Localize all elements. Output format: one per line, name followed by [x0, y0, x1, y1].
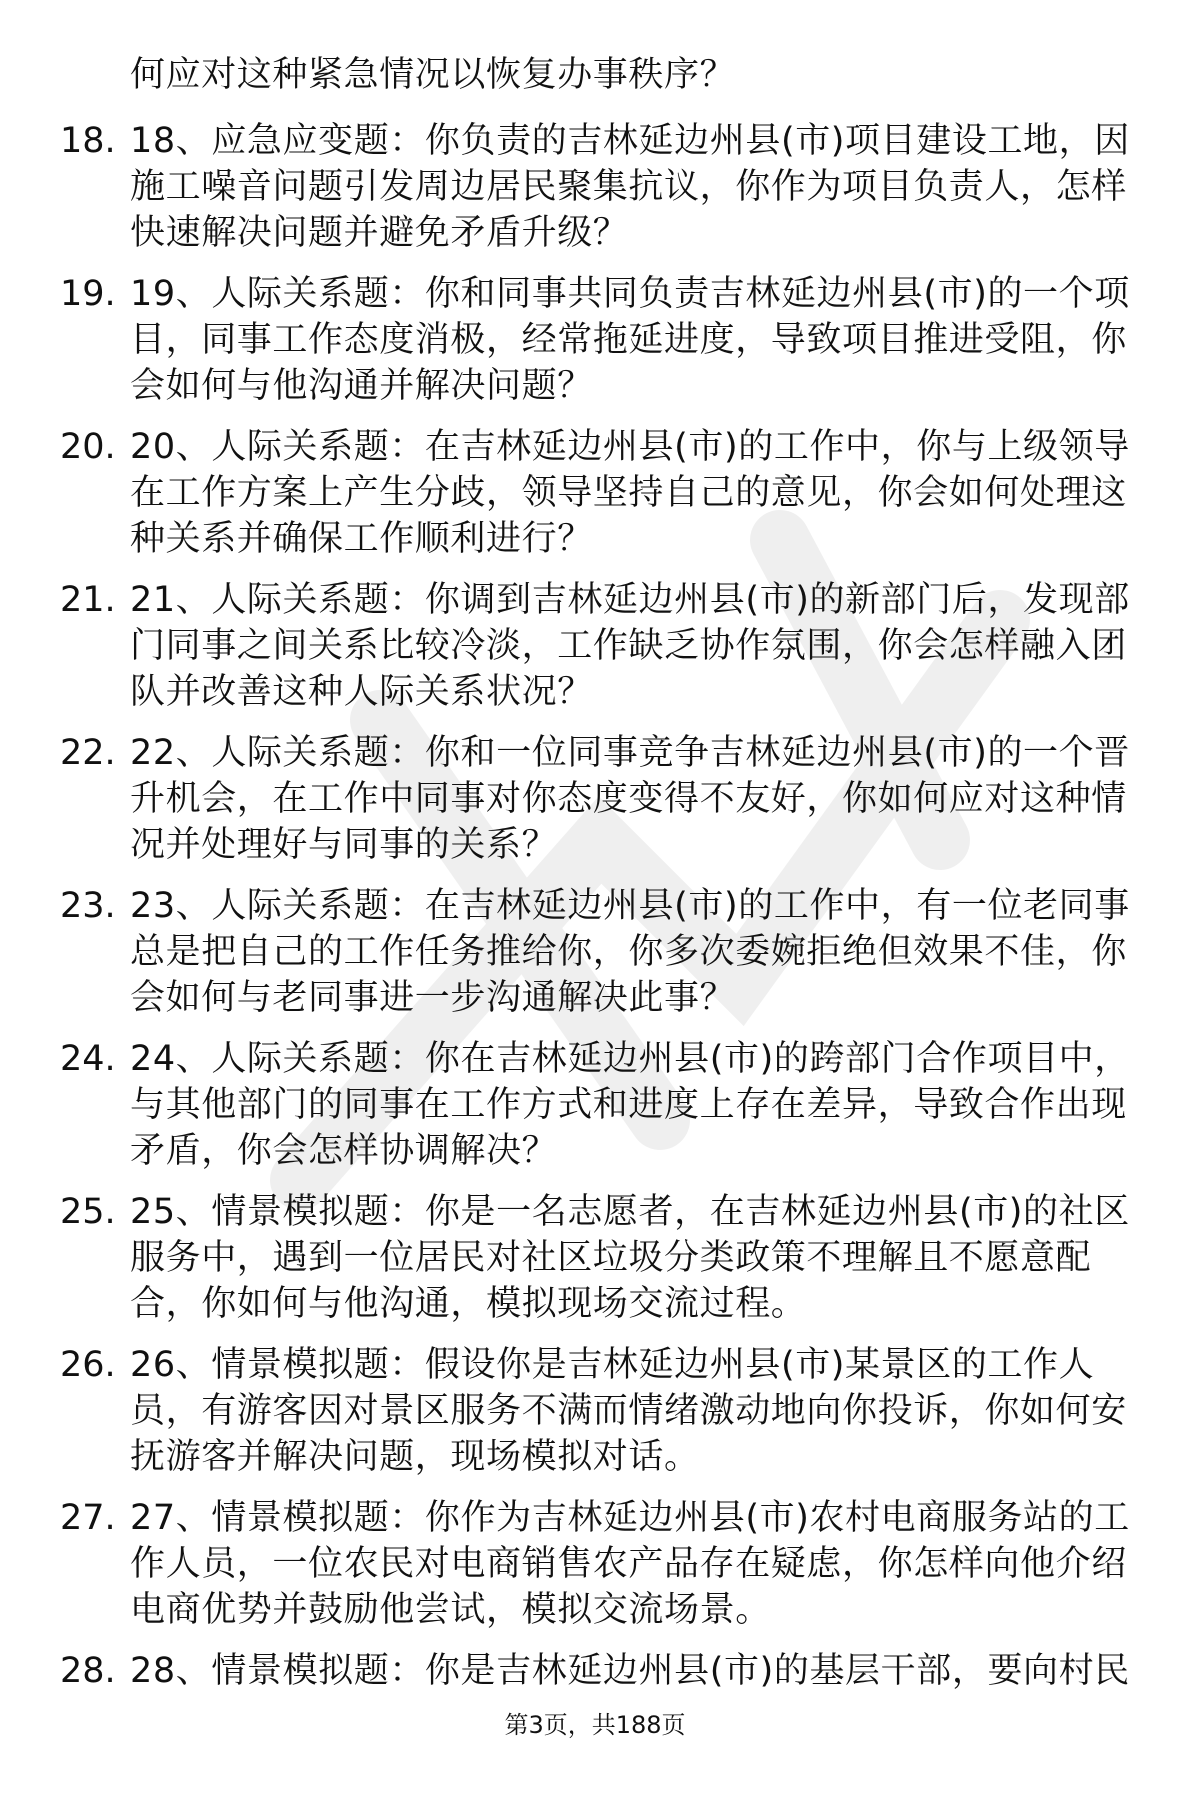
question-number: 27. — [60, 1498, 116, 1538]
question-line: 队并改善这种人际关系状况？ — [130, 672, 593, 712]
question-line: 19、人际关系题：你和同事共同负责吉林延边州县(市)的一个项 — [130, 274, 1130, 314]
question-line: 作人员，一位农民对电商销售农产品存在疑虑，你怎样向他介绍 — [130, 1544, 1127, 1584]
question-number: 21. — [60, 580, 116, 620]
question-line: 27、情景模拟题：你作为吉林延边州县(市)农村电商服务站的工 — [130, 1498, 1130, 1538]
question-line: 目，同事工作态度消极，经常拖延进度，导致项目推进受阻，你 — [130, 320, 1127, 360]
question-number: 18. — [60, 121, 116, 161]
question-line: 快速解决问题并避免矛盾升级？ — [130, 213, 629, 253]
question-text — [130, 118, 1130, 256]
question-text — [130, 1036, 1130, 1174]
question-item — [0, 1342, 1190, 1495]
question-text — [130, 271, 1130, 409]
question-text — [130, 883, 1130, 1021]
question-line: 员，有游客因对景区服务不满而情绪激动地向你投诉，你如何安 — [130, 1391, 1127, 1431]
question-line: 抚游客并解决问题，现场模拟对话。 — [130, 1437, 700, 1477]
question-item — [0, 577, 1190, 730]
question-item — [0, 1189, 1190, 1342]
question-line: 升机会，在工作中同事对你态度变得不友好，你如何应对这种情 — [130, 779, 1127, 819]
question-line: 21、人际关系题：你调到吉林延边州县(市)的新部门后，发现部 — [130, 580, 1130, 620]
question-text — [130, 730, 1130, 868]
question-line: 门同事之间关系比较冷淡，工作缺乏协作氛围，你会怎样融入团 — [130, 626, 1127, 666]
question-line: 22、人际关系题：你和一位同事竞争吉林延边州县(市)的一个晋 — [130, 733, 1130, 773]
question-number: 19. — [60, 274, 116, 314]
question-text — [130, 1189, 1130, 1327]
question-line: 施工噪音问题引发周边居民聚集抗议，你作为项目负责人，怎样 — [130, 167, 1127, 207]
question-line: 25、情景模拟题：你是一名志愿者，在吉林延边州县(市)的社区 — [130, 1192, 1130, 1232]
question-line: 26、情景模拟题：假设你是吉林延边州县(市)某景区的工作人 — [130, 1345, 1095, 1385]
question-line: 总是把自己的工作任务推给你，你多次委婉拒绝但效果不佳，你 — [130, 932, 1127, 972]
question-item — [0, 118, 1190, 271]
question-line: 会如何与他沟通并解决问题？ — [130, 366, 593, 406]
question-line: 矛盾，你会怎样协调解决？ — [130, 1131, 558, 1171]
question-text — [130, 1342, 1130, 1480]
question-item — [0, 424, 1190, 577]
question-line: 合，你如何与他沟通，模拟现场交流过程。 — [130, 1284, 807, 1324]
question-line: 服务中，遇到一位居民对社区垃圾分类政策不理解且不愿意配 — [130, 1238, 1092, 1278]
question-item — [0, 1036, 1190, 1189]
question-list — [0, 118, 1190, 1801]
page-footer: 第3页，共188页 — [504, 1711, 686, 1739]
continued-question-text: 何应对这种紧急情况以恢复办事秩序？ — [130, 55, 736, 95]
question-line: 与其他部门的同事在工作方式和进度上存在差异，导致合作出现 — [130, 1085, 1127, 1125]
question-line: 20、人际关系题：在吉林延边州县(市)的工作中，你与上级领导 — [130, 427, 1130, 467]
question-text — [130, 424, 1130, 562]
question-line: 23、人际关系题：在吉林延边州县(市)的工作中，有一位老同事 — [130, 886, 1130, 926]
question-line: 18、应急应变题：你负责的吉林延边州县(市)项目建设工地，因 — [130, 121, 1130, 161]
question-line: 28、情景模拟题：你是吉林延边州县(市)的基层干部，要向村民 — [130, 1651, 1130, 1691]
question-number: 25. — [60, 1192, 116, 1232]
question-item — [0, 1495, 1190, 1648]
question-item — [0, 271, 1190, 424]
question-item — [0, 730, 1190, 883]
question-number: 23. — [60, 886, 116, 926]
question-line: 种关系并确保工作顺利进行？ — [130, 519, 593, 559]
question-number: 26. — [60, 1345, 116, 1385]
question-number: 28. — [60, 1651, 116, 1691]
question-item — [0, 883, 1190, 1036]
question-text — [130, 1648, 1130, 1694]
question-number: 24. — [60, 1039, 116, 1079]
question-line: 24、人际关系题：你在吉林延边州县(市)的跨部门合作项目中， — [130, 1039, 1130, 1079]
question-line: 在工作方案上产生分歧，领导坚持自己的意见，你会如何处理这 — [130, 473, 1127, 513]
question-number: 20. — [60, 427, 116, 467]
question-number: 22. — [60, 733, 116, 773]
question-text — [130, 577, 1130, 715]
question-line: 况并处理好与同事的关系？ — [130, 825, 558, 865]
question-text — [130, 1495, 1130, 1633]
question-line: 会如何与老同事进一步沟通解决此事？ — [130, 978, 736, 1018]
question-line: 电商优势并鼓励他尝试，模拟交流场景。 — [130, 1590, 771, 1630]
